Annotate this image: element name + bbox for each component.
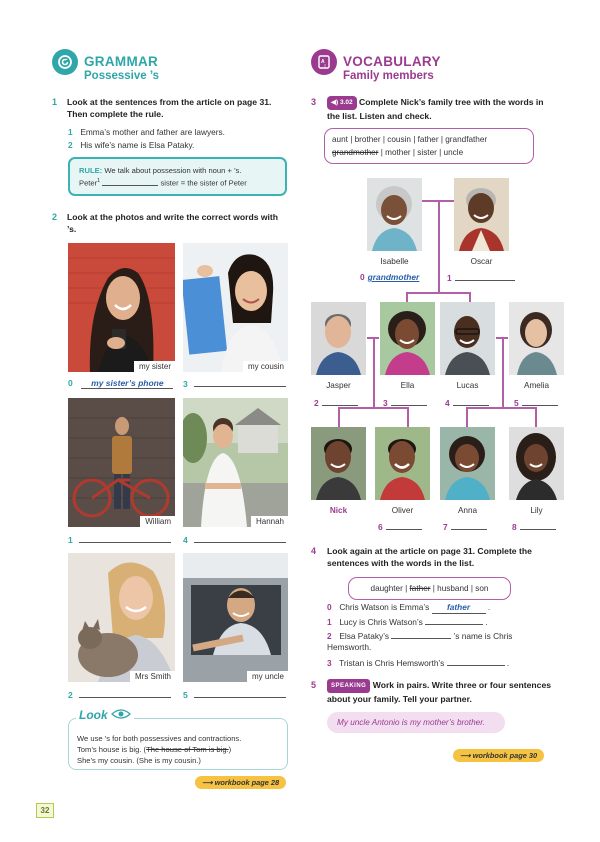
task-2-answer-0: 0 my sister’s phone [68, 378, 173, 389]
tree-name-nick: Nick [329, 506, 348, 515]
task-4-item-3: 3 Tristan is Chris Hemsworth’s . [327, 658, 510, 668]
grammar-subtitle: Possessive ’s [84, 70, 160, 82]
task-2-answer-3[interactable]: 3 [183, 378, 286, 389]
speech-bubble-example: My uncle Antonio is my mother’s brother. [327, 712, 505, 733]
look-title: Look [79, 708, 108, 722]
tree-photo-lucas [440, 302, 495, 375]
task-4-item-1: 1 Lucy is Chris Watson’s . [327, 617, 488, 627]
tree-answer-7[interactable]: 7 [443, 521, 487, 532]
tree-answer-4[interactable]: 4 [445, 397, 489, 408]
tree-photo-lily [509, 427, 564, 500]
photo-my-sister [68, 243, 175, 372]
look-line-2: Tom’s house is big. (The house of Tom is big.) [77, 745, 232, 754]
tree-answer-6[interactable]: 6 [378, 521, 422, 532]
photo-label-hannah: Hannah [251, 516, 288, 527]
task-2-answer-2[interactable]: 2 [68, 689, 171, 700]
tree-line-lily [535, 407, 537, 427]
task-3-instructions: ◀) 3.02 Complete Nick’s family tree with the words in the list. Listen and check. [327, 97, 544, 121]
photo-mrs-smith [68, 553, 175, 682]
look-line-1: We use ’s for both possessives and contractions. [77, 734, 242, 743]
tree-photo-oscar [454, 178, 509, 251]
arrow-icon: ⟶ [202, 778, 213, 787]
audio-track-badge[interactable]: ◀) 3.02 [327, 96, 357, 110]
rule-box: RULE: We talk about possession with noun + ’s. Peter$^1$ sister = the sister of Peter [68, 157, 287, 196]
look-line-3: She’s my cousin. (She is my cousin.) [77, 756, 201, 765]
task-5-instructions: SPEAKING Work in pairs. Write three or four sentences about your family. Tell your partner. [327, 680, 552, 704]
tree-answer-0: 0 grandmother [360, 272, 420, 282]
tree-photo-isabelle [367, 178, 422, 251]
look-box [68, 718, 288, 770]
tree-answer-5[interactable]: 5 [514, 397, 558, 408]
task-3-number: 3 [311, 97, 317, 107]
grammar-title: GRAMMAR [84, 54, 159, 69]
tree-answer-8[interactable]: 8 [512, 521, 556, 532]
arrow-icon: ⟶ [460, 751, 471, 760]
speaker-icon: ◀) [331, 99, 339, 106]
photo-william [68, 398, 175, 527]
task-2-number: 2 [52, 212, 58, 222]
photo-label-mrs-smith: Mrs Smith [130, 671, 175, 682]
task-4-instructions: Look again at the article on page 31. Complete the sentences with the words in the list. [327, 546, 532, 568]
photo-label-my-uncle: my uncle [247, 671, 288, 682]
tree-answer-3[interactable]: 3 [383, 397, 427, 408]
task-4-item-2: 2 Elsa Pataky’s ’s name is Chris Hemsworth. [327, 631, 513, 652]
tree-name-lily: Lily [530, 506, 543, 515]
tree-photo-amelia [509, 302, 564, 375]
rule-blank[interactable] [102, 177, 158, 186]
photo-label-my-sister: my sister [134, 361, 175, 372]
photo-hannah [183, 398, 288, 527]
photo-label-william: William [140, 516, 175, 527]
tree-photo-jasper [311, 302, 366, 375]
task-2-answer-5[interactable]: 5 [183, 689, 286, 700]
page-number: 32 [36, 803, 54, 818]
task-2-instructions: Look at the photos and write the correct words with ’s. [67, 212, 279, 234]
tree-line-lucas [469, 292, 471, 302]
photo-my-cousin [183, 243, 288, 372]
tree-line-children [406, 292, 470, 294]
task-1-item-2: 2 His wife’s name is Elsa Pataky. [68, 140, 195, 150]
speaking-badge: SPEAKING [327, 679, 370, 693]
task-4-blank-3[interactable] [447, 657, 505, 666]
vocabulary-title: VOCABULARY [343, 54, 441, 69]
grammar-icon [52, 49, 78, 75]
tree-name-anna: Anna [457, 506, 478, 515]
tree-name-amelia: Amelia [523, 381, 550, 390]
word-list-box: aunt | brother | cousin | father | grandfather grandmother | mother | sister | uncle [324, 128, 534, 164]
task-2-answer-4[interactable]: 4 [183, 534, 286, 545]
eye-icon [111, 708, 131, 722]
tree-name-oscar: Oscar [470, 257, 493, 266]
tree-line-lucas-amelia-down [502, 337, 504, 407]
tree-answer-1[interactable]: 1 [447, 272, 515, 283]
tree-line-nick [338, 407, 340, 427]
tree-line-anna [466, 407, 468, 427]
tree-name-oliver: Oliver [391, 506, 414, 515]
task-4-item-0: 0 Chris Watson is Emma’s father . [327, 602, 491, 612]
tree-line-grandparents-down [438, 200, 440, 292]
task-1-number: 1 [52, 97, 58, 107]
task-4-number: 4 [311, 546, 317, 556]
look-header [76, 708, 134, 722]
tree-answer-2[interactable]: 2 [314, 397, 358, 408]
task-4-word-list: daughter | father | husband | son [348, 577, 511, 600]
task-4-blank-1[interactable] [425, 616, 483, 625]
task-1-instructions: Look at the sentences from the article on page 31. Then complete the rule. [67, 97, 272, 119]
tree-name-lucas: Lucas [456, 381, 479, 390]
task-2-answer-1[interactable]: 1 [68, 534, 171, 545]
tree-photo-ella [380, 302, 435, 375]
tree-line-jasper-ella-down [373, 337, 375, 407]
tree-photo-oliver [375, 427, 430, 500]
vocabulary-subtitle: Family members [343, 70, 434, 82]
tree-line-oliver [407, 407, 409, 427]
task-4-blank-2[interactable] [391, 630, 451, 639]
photo-my-uncle [183, 553, 288, 682]
workbook-link-28[interactable]: ⟶ workbook page 28 [195, 776, 286, 789]
tree-name-isabelle: Isabelle [380, 257, 409, 266]
tree-name-jasper: Jasper [326, 381, 351, 390]
task-1-item-1: 1 Emma’s mother and father are lawyers. [68, 127, 225, 137]
tree-photo-nick [311, 427, 366, 500]
tree-photo-anna [440, 427, 495, 500]
tree-line-ella [406, 292, 408, 302]
svg-text:z: z [324, 62, 326, 68]
workbook-link-30[interactable]: ⟶ workbook page 30 [453, 749, 544, 762]
vocabulary-icon [311, 49, 337, 75]
svg-text:A: A [321, 59, 325, 65]
photo-label-my-cousin: my cousin [243, 361, 288, 372]
task-5-number: 5 [311, 680, 317, 690]
tree-name-ella: Ella [400, 381, 415, 390]
